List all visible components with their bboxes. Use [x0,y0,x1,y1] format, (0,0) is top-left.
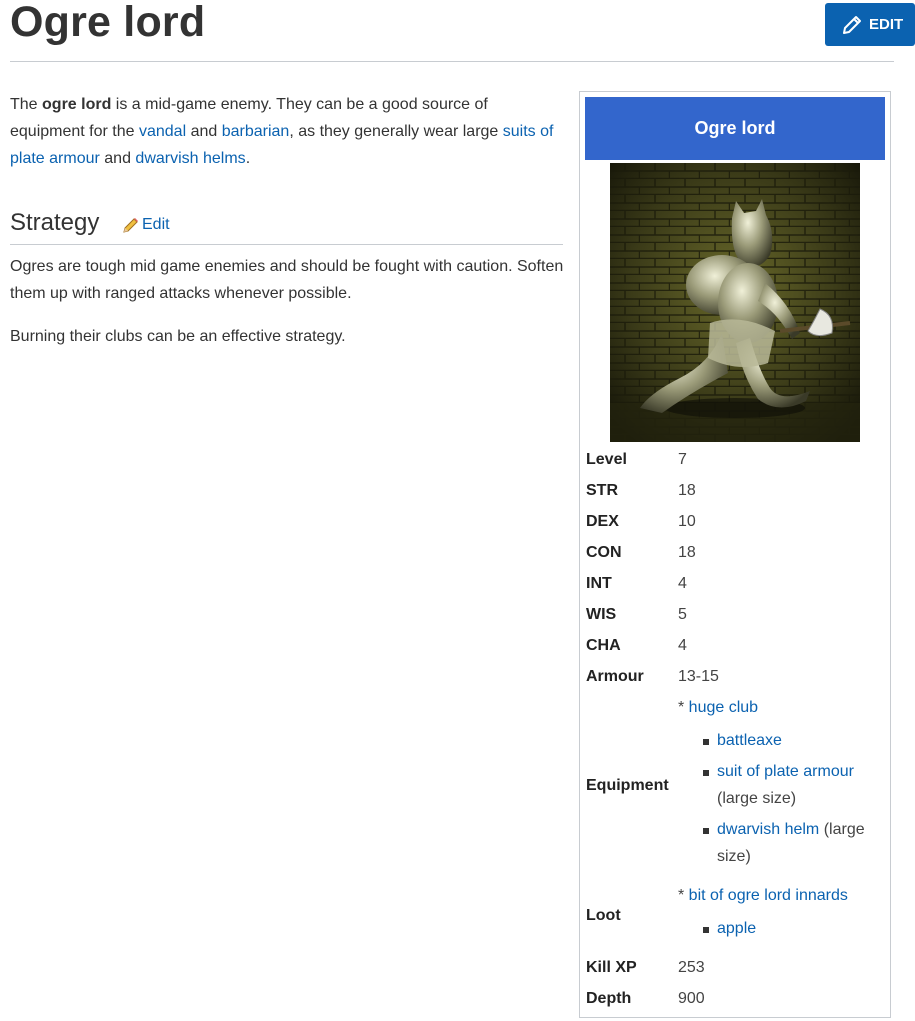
section-edit-label: Edit [142,216,170,233]
kill-xp-value: 253 [678,959,705,976]
stat-label-int: INT [586,575,612,592]
stat-label-armour: Armour [586,668,644,685]
strategy-heading-label: Strategy [10,209,100,236]
vandal-link[interactable]: vandal [138,123,187,140]
strategy-paragraph: Ogres are tough mid game enemies and should be fought with caution. Soften them up with ranged attacks whenever possible. [10,258,564,302]
page-title: Ogre lord [10,0,206,46]
pencil-icon [122,216,140,234]
barbarian-link[interactable]: barbarian [221,123,290,140]
stat-label-con: CON [586,544,622,561]
stat-value-level: 7 [678,451,687,468]
edit-page-label: EDIT [869,16,904,33]
equipment-note: size) [717,848,751,865]
ogre-lord-innards-link[interactable]: bit of ogre lord innards [688,887,848,904]
pencil-icon [841,14,863,36]
loot-label: Loot [586,907,621,924]
intro-text: . [245,150,251,167]
intro-bold-name: ogre lord [42,96,112,113]
battleaxe-link[interactable]: battleaxe [717,732,782,749]
stat-value-dex: 10 [678,513,696,530]
suit-of-plate-armour-link[interactable]: suit of plate armour [717,763,854,780]
stat-label-cha: CHA [586,637,621,654]
plate-armour-link[interactable]: suits of plate armour [10,123,554,167]
strategy-heading [10,208,563,245]
ogre-lord-image[interactable] [610,163,860,442]
list-bullet [703,739,709,745]
equipment-label: Equipment [586,777,669,794]
list-bullet [703,828,709,834]
bullet-star: * [678,699,689,716]
infobox [579,91,891,1018]
depth-label: Depth [586,990,632,1007]
stat-label-str: STR [586,482,618,499]
depth-value: 900 [678,990,705,1007]
stat-label-level: Level [586,451,627,468]
bullet-star: * [678,887,689,904]
loot-primary [678,887,848,905]
intro-text: The [10,96,43,113]
list-bullet [703,927,709,933]
list-bullet [703,770,709,776]
strategy-paragraph: Burning their clubs can be an effective strategy. [10,328,346,345]
section-edit-link[interactable] [122,216,170,234]
intro-text: , as they generally wear large [289,123,503,140]
infobox-title: Ogre lord [585,97,885,160]
stat-value-con: 18 [678,544,696,561]
intro-text: and [99,150,136,167]
equipment-primary [678,699,758,717]
kill-xp-label: Kill XP [586,959,637,976]
intro-text: is a mid-game enemy. They can be a good source of equipment for the [10,96,488,140]
dwarvish-helms-link[interactable]: dwarvish helms [135,150,246,167]
stat-value-int: 4 [678,575,687,592]
stat-value-str: 18 [678,482,696,499]
edit-page-button[interactable] [825,3,915,46]
stat-value-wis: 5 [678,606,687,623]
stat-value-cha: 4 [678,637,687,654]
stat-label-wis: WIS [586,606,617,623]
dwarvish-helm-link[interactable]: dwarvish helm [717,821,820,838]
intro-text: and [186,123,222,140]
title-divider [10,61,894,62]
stat-value-armour: 13-15 [678,668,719,685]
dwarvish-helm-item [717,816,865,843]
huge-club-link[interactable]: huge club [688,699,759,716]
apple-link[interactable]: apple [717,920,757,937]
equipment-note: (large size) [717,790,797,807]
intro-paragraph [10,91,560,172]
equipment-note: (large [819,821,865,838]
stat-label-dex: DEX [586,513,619,530]
